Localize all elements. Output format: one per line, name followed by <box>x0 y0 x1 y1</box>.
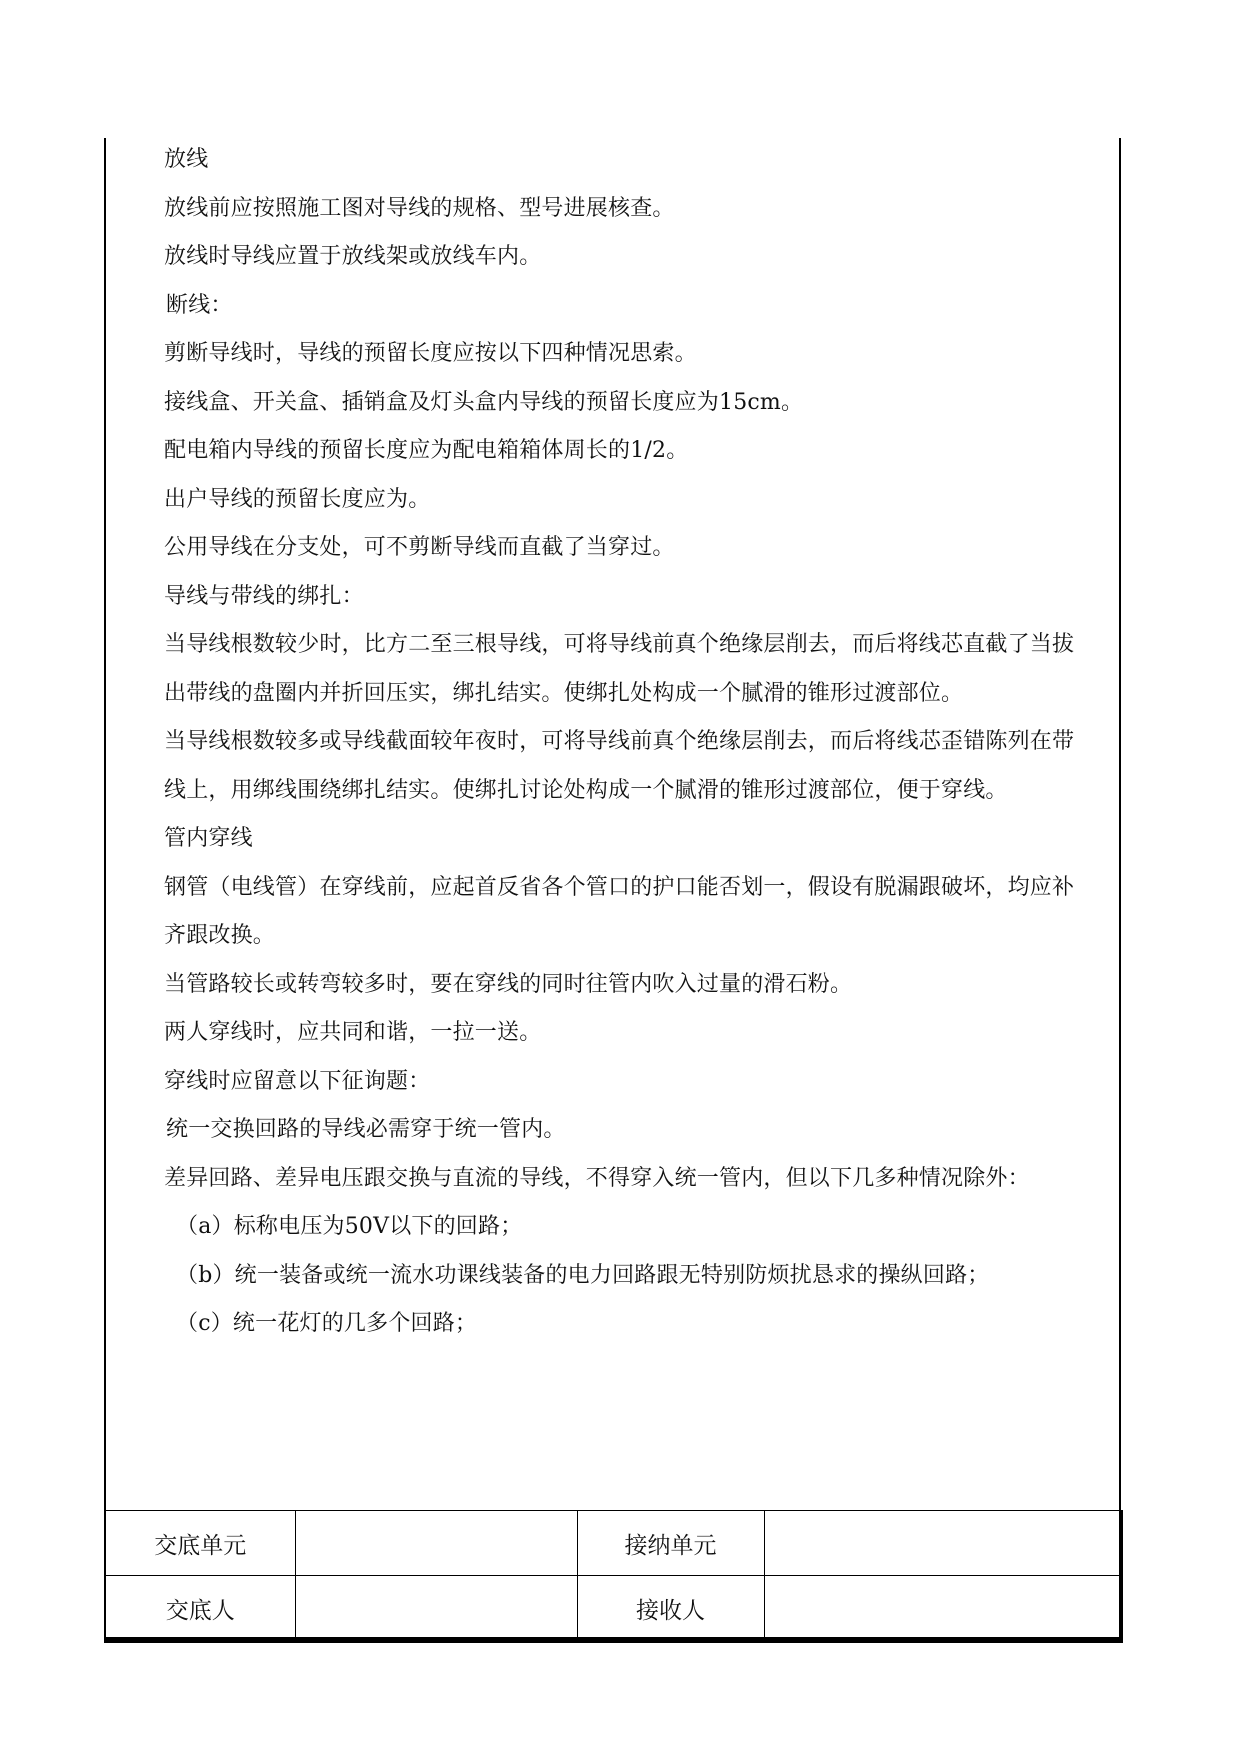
list-item: （b）统一装备或统一流水功课线装备的电力回路跟无特别防烦扰恳求的操纵回路； <box>176 1262 990 1288</box>
paragraph: 公用导线在分支处，可不剪断导线而直截了当穿过。 <box>164 535 675 560</box>
paragraph: 管内穿线 <box>164 826 253 851</box>
table-row <box>105 1576 1122 1642</box>
paragraph: 导线与带线的绑扎： <box>164 583 364 609</box>
paragraph: 差异回路、差异电压跟交换与直流的导线，不得穿入统一管内，但以下几多种情况除外： <box>164 1165 1030 1191</box>
handover-unit-label: 交底单元 <box>105 1511 295 1576</box>
table-row <box>105 1511 1122 1576</box>
handover-person-value <box>295 1576 577 1642</box>
signature-table <box>104 1510 1123 1643</box>
handover-person-label: 交底人 <box>105 1576 295 1642</box>
list-item: （c）统一花灯的几多个回路； <box>176 1311 478 1336</box>
paragraph: 当导线根数较少时，比方二至三根导线，可将导线前真个绝缘层削去，而后将线芯直截了当拔出带线的盘圈内并折回压实，绑扎结实。使绑扎处构成一个腻滑的锥形过渡部位。 <box>164 632 1075 706</box>
paragraph: 放线 <box>164 147 209 172</box>
receiving-unit-value <box>764 1511 1122 1576</box>
receiver-value <box>764 1576 1122 1642</box>
paragraph: 钢管（电线管）在穿线前，应起首反省各个管口的护口能否划一，假设有脱漏跟破坏，均应补齐跟改换。 <box>164 874 1075 948</box>
list-item: （a）标称电压为50V以下的回路； <box>176 1214 523 1239</box>
paragraph: 两人穿线时，应共同和谐，一拉一送。 <box>164 1020 542 1045</box>
paragraph: 接线盒、开关盒、插销盒及灯头盒内导线的预留长度应为15cm。 <box>164 389 804 415</box>
document-body <box>164 136 1094 1349</box>
receiving-unit-label: 接纳单元 <box>577 1511 764 1576</box>
receiver-label: 接收人 <box>577 1576 764 1642</box>
handover-unit-value <box>295 1511 577 1576</box>
paragraph: 放线前应按照施工图对导线的规格、型号进展核查。 <box>164 195 675 221</box>
paragraph: 当管路较长或转弯较多时，要在穿线的同时往管内吹入过量的滑石粉。 <box>164 971 853 997</box>
paragraph: 放线时导线应置于放线架或放线车内。 <box>164 244 542 269</box>
paragraph: 配电箱内导线的预留长度应为配电箱箱体周长的1/2。 <box>164 438 689 463</box>
paragraph: 断线： <box>166 292 233 318</box>
paragraph: 统一交换回路的导线必需穿于统一管内。 <box>166 1117 566 1142</box>
paragraph: 出户导线的预留长度应为。 <box>164 486 431 512</box>
paragraph: 剪断导线时，导线的预留长度应按以下四种情况思索。 <box>164 341 697 366</box>
paragraph: 当导线根数较多或导线截面较年夜时，可将导线前真个绝缘层削去，而后将线芯歪错陈列在带线上，用绑线围绕绑扎结实。使绑扎讨论处构成一个腻滑的锥形过渡部位，便于穿线。 <box>164 729 1075 803</box>
paragraph: 穿线时应留意以下征询题： <box>164 1068 431 1094</box>
